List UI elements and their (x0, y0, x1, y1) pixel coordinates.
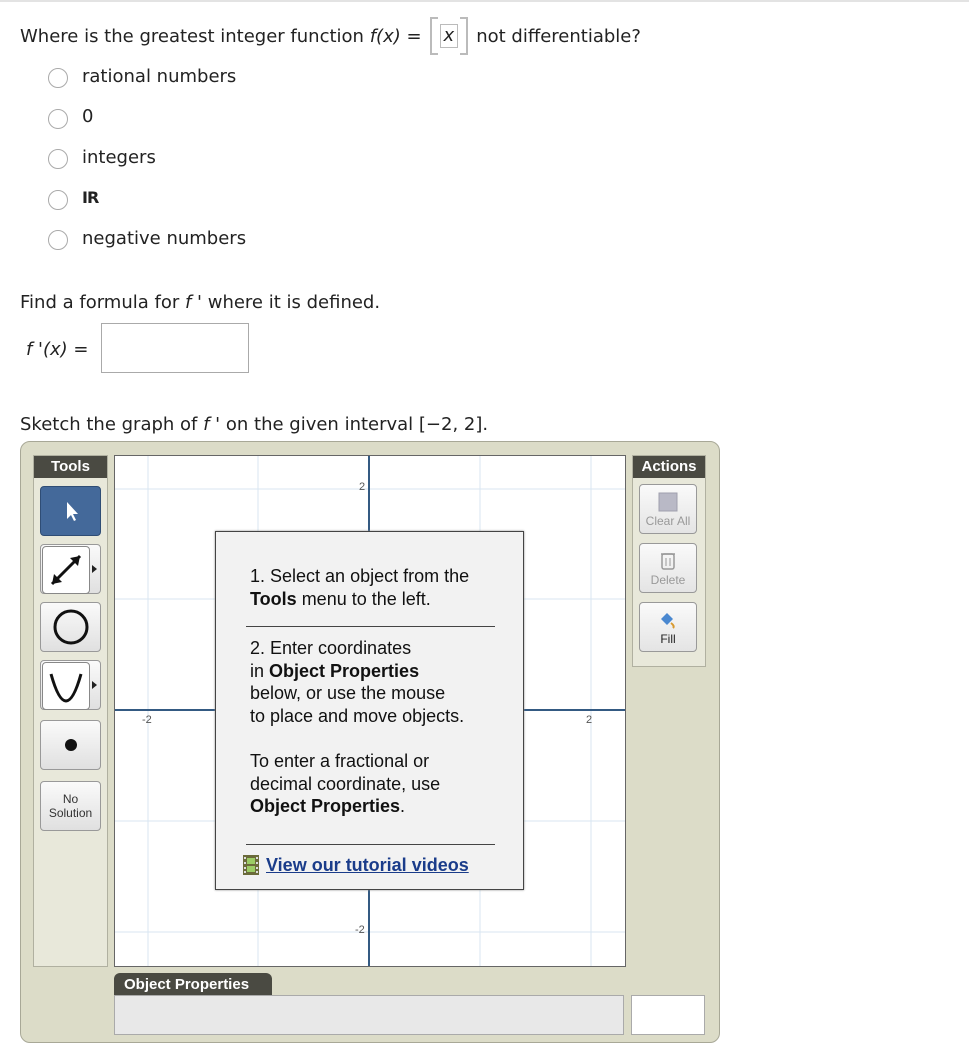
radio-button[interactable] (48, 68, 68, 88)
fill-button[interactable] (639, 602, 697, 652)
option-label: negative numbers (82, 227, 247, 249)
pointer-arrow-icon (61, 500, 81, 522)
popup-note (250, 750, 503, 818)
double-arrow-line-icon (46, 550, 86, 590)
option-real-numbers[interactable] (48, 180, 246, 221)
no-solution-line-1: No (62, 792, 79, 806)
top-divider (0, 0, 969, 2)
point-tool-button[interactable] (40, 720, 101, 770)
option-integers[interactable] (48, 139, 246, 180)
radio-button[interactable] (48, 190, 68, 210)
note-line-c (250, 795, 503, 818)
question-3-text (20, 414, 488, 435)
point-dot-icon (61, 735, 81, 755)
tutorial-videos-link[interactable] (242, 854, 469, 876)
answer-options (48, 58, 246, 261)
q3-suffix: on the given interval [−2, 2]. (225, 414, 489, 435)
q2-fprime: f ' (184, 292, 202, 313)
radio-button[interactable] (48, 149, 68, 169)
q2-prefix: Find a formula for (20, 292, 180, 313)
step2-line-b (250, 660, 503, 683)
step1-line-b (250, 588, 503, 611)
q3-fprime: f ' (203, 414, 221, 435)
option-negative-numbers[interactable] (48, 220, 246, 261)
line-tool-face (42, 546, 90, 594)
option-rational-numbers[interactable] (48, 58, 246, 99)
no-solution-label (49, 792, 92, 820)
option-label: rational numbers (82, 65, 237, 87)
tick-label-bottom: -2 (355, 924, 365, 936)
line-tool-button[interactable] (40, 544, 101, 594)
circle-icon (51, 607, 91, 647)
actions-header: Actions (633, 456, 705, 478)
derivative-answer-input[interactable] (101, 323, 249, 373)
popup-divider (246, 844, 495, 845)
q1-suffix: not differentiable? (476, 25, 641, 47)
tools-palette (33, 455, 108, 967)
clear-all-label: Clear All (645, 514, 691, 528)
step2-line-c: below, or use the mouse (250, 683, 446, 703)
floor-variable: x (440, 24, 459, 48)
step1-line-a: 1. Select an object from the (250, 566, 470, 586)
delete-button[interactable] (639, 543, 697, 593)
option-label: IR (82, 188, 99, 208)
note-rest: . (400, 796, 406, 816)
no-solution-button[interactable] (40, 781, 101, 831)
expand-triangle-icon[interactable] (92, 681, 97, 689)
option-label: integers (82, 146, 156, 168)
option-zero[interactable] (48, 99, 246, 140)
step2-bold: Object Properties (269, 660, 420, 681)
parabola-tool-face (42, 662, 90, 710)
question-1-text (20, 18, 641, 54)
derivative-equation-label (26, 339, 89, 360)
note-line-b: decimal coordinate, use (250, 773, 441, 794)
clear-all-icon (657, 491, 679, 513)
step2-line-d: to place and move objects. (250, 705, 465, 726)
clear-all-button[interactable] (639, 484, 697, 534)
tick-label-top: 2 (359, 481, 366, 493)
radio-button[interactable] (48, 230, 68, 250)
option-label: 0 (82, 106, 94, 128)
parabola-icon (46, 666, 86, 706)
step1-bold: Tools (250, 588, 297, 609)
eq-label-text: f '(x) = (26, 339, 89, 360)
circle-tool-button[interactable] (40, 602, 101, 652)
floor-notation (430, 18, 469, 54)
parabola-tool-button[interactable] (40, 660, 101, 710)
tick-label-left: -2 (142, 714, 152, 726)
object-properties-tab[interactable]: Object Properties (114, 973, 272, 997)
tick-label-right: 2 (586, 714, 593, 726)
no-solution-line-2: Solution (48, 806, 93, 820)
step1-rest: menu to the left. (301, 588, 431, 609)
tools-header: Tools (34, 456, 107, 478)
popup-step-2 (250, 637, 503, 727)
trash-can-icon (660, 551, 676, 571)
expand-triangle-icon[interactable] (92, 565, 97, 573)
film-strip-icon (242, 854, 260, 876)
tutorial-link-text[interactable]: View our tutorial videos (266, 854, 469, 875)
select-tool-button[interactable] (40, 486, 101, 536)
q2-suffix: where it is defined. (207, 292, 381, 313)
note-bold: Object Properties (250, 796, 401, 816)
object-properties-side-panel (631, 995, 705, 1035)
q3-prefix: Sketch the graph of (20, 414, 198, 435)
step2-line-a: 2. Enter coordinates (250, 638, 412, 658)
radio-button[interactable] (48, 109, 68, 129)
q1-prefix: Where is the greatest integer function (20, 25, 364, 47)
instructions-popup (215, 531, 524, 890)
question-2-text (20, 292, 380, 313)
fill-label: Fill (660, 632, 676, 646)
delete-label: Delete (650, 573, 686, 587)
note-line-a: To enter a fractional or (250, 751, 430, 771)
popup-step-1 (250, 565, 503, 610)
actions-palette (632, 455, 706, 667)
paint-bucket-icon (657, 609, 679, 629)
object-properties-panel (114, 995, 624, 1035)
q1-func: f(x) = (369, 25, 422, 47)
step2-pre: in (250, 660, 265, 681)
popup-divider (246, 626, 495, 627)
